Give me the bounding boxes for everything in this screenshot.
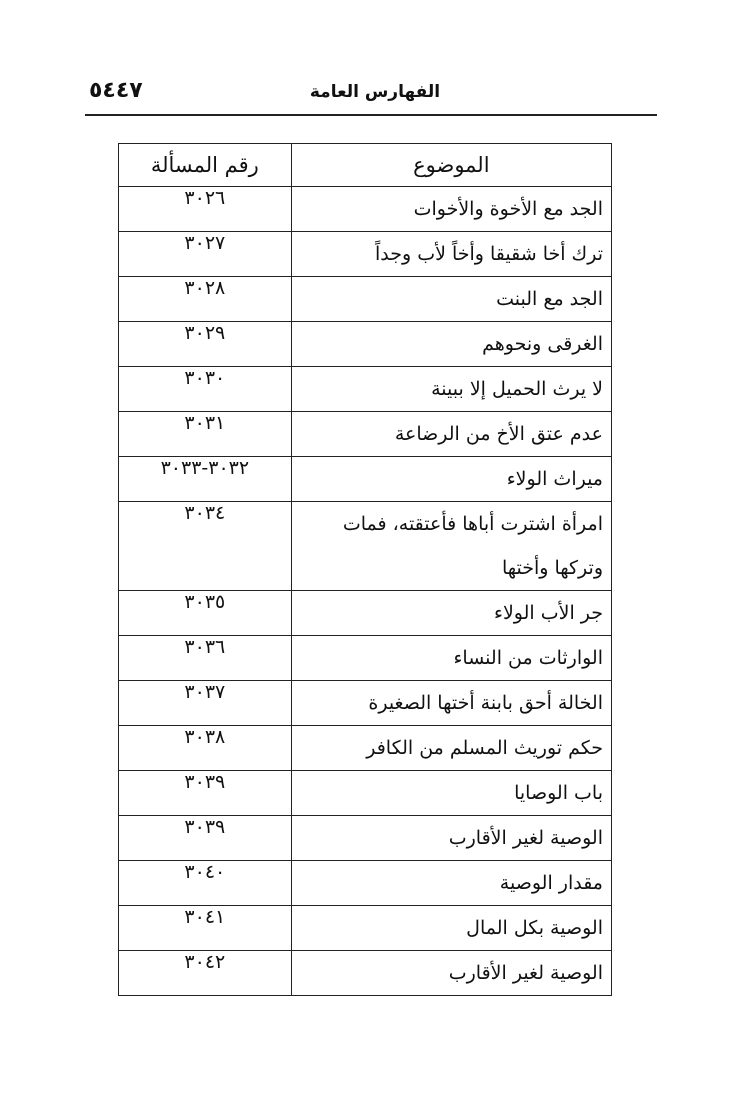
topic-cell: الوصية بكل المال — [291, 906, 611, 951]
table-row — [119, 187, 612, 232]
table-row — [119, 457, 612, 502]
table-row — [119, 322, 612, 367]
number-cell: ٣٠٤٢ — [119, 951, 292, 996]
table-row — [119, 412, 612, 457]
topic-cell: لا يرث الحميل إلا ببينة — [291, 367, 611, 412]
topic-cell: مقدار الوصية — [291, 861, 611, 906]
number-cell: ٣٠٣٥ — [119, 591, 292, 636]
index-table — [118, 143, 612, 996]
number-cell: ٣٠٣٠ — [119, 367, 292, 412]
topic-cell: الغرقى ونحوهم — [291, 322, 611, 367]
table-row — [119, 367, 612, 412]
table-row — [119, 636, 612, 681]
number-cell: ٣٠٤٠ — [119, 861, 292, 906]
topic-cell: الوارثات من النساء — [291, 636, 611, 681]
page-header — [85, 72, 657, 112]
column-header-number: رقم المسألة — [119, 144, 292, 187]
table-row — [119, 906, 612, 951]
topic-cell: امرأة اشترت أباها فأعتقته، فمات وتركها وأختها — [291, 502, 611, 591]
table-row — [119, 591, 612, 636]
number-cell: ٣٠٣٩ — [119, 771, 292, 816]
number-cell: ٣٠٣٢-٣٠٣٣ — [119, 457, 292, 502]
topic-cell: باب الوصايا — [291, 771, 611, 816]
topic-cell: الجد مع البنت — [291, 277, 611, 322]
number-cell: ٣٠٤١ — [119, 906, 292, 951]
header-rule — [85, 114, 657, 116]
table-row — [119, 232, 612, 277]
topic-cell: ترك أخا شقيقا وأخاً لأب وجداً — [291, 232, 611, 277]
table-row — [119, 681, 612, 726]
number-cell: ٣٠٣٤ — [119, 502, 292, 591]
number-cell: ٣٠٢٧ — [119, 232, 292, 277]
number-cell: ٣٠٣٦ — [119, 636, 292, 681]
topic-cell: الوصية لغير الأقارب — [291, 951, 611, 996]
number-cell: ٣٠٢٩ — [119, 322, 292, 367]
topic-cell: الوصية لغير الأقارب — [291, 816, 611, 861]
column-header-topic: الموضوع — [291, 144, 611, 187]
table-row — [119, 277, 612, 322]
topic-cell: جر الأب الولاء — [291, 591, 611, 636]
number-cell: ٣٠٣٩ — [119, 816, 292, 861]
topic-cell: ميراث الولاء — [291, 457, 611, 502]
number-cell: ٣٠٢٨ — [119, 277, 292, 322]
table-row — [119, 771, 612, 816]
number-cell: ٣٠٢٦ — [119, 187, 292, 232]
number-cell: ٣٠٣٧ — [119, 681, 292, 726]
topic-cell: الجد مع الأخوة والأخوات — [291, 187, 611, 232]
number-cell: ٣٠٣٨ — [119, 726, 292, 771]
table-row — [119, 951, 612, 996]
topic-cell: عدم عتق الأخ من الرضاعة — [291, 412, 611, 457]
topic-cell: الخالة أحق بابنة أختها الصغيرة — [291, 681, 611, 726]
running-title: الفهارس العامة — [309, 82, 441, 102]
table-row — [119, 726, 612, 771]
table-row — [119, 861, 612, 906]
table-row — [119, 816, 612, 861]
number-cell: ٣٠٣١ — [119, 412, 292, 457]
page-number: ٥٤٤٧ — [89, 78, 143, 103]
table-header-row — [119, 144, 612, 187]
topic-cell: حكم توريث المسلم من الكافر — [291, 726, 611, 771]
table-row — [119, 502, 612, 591]
